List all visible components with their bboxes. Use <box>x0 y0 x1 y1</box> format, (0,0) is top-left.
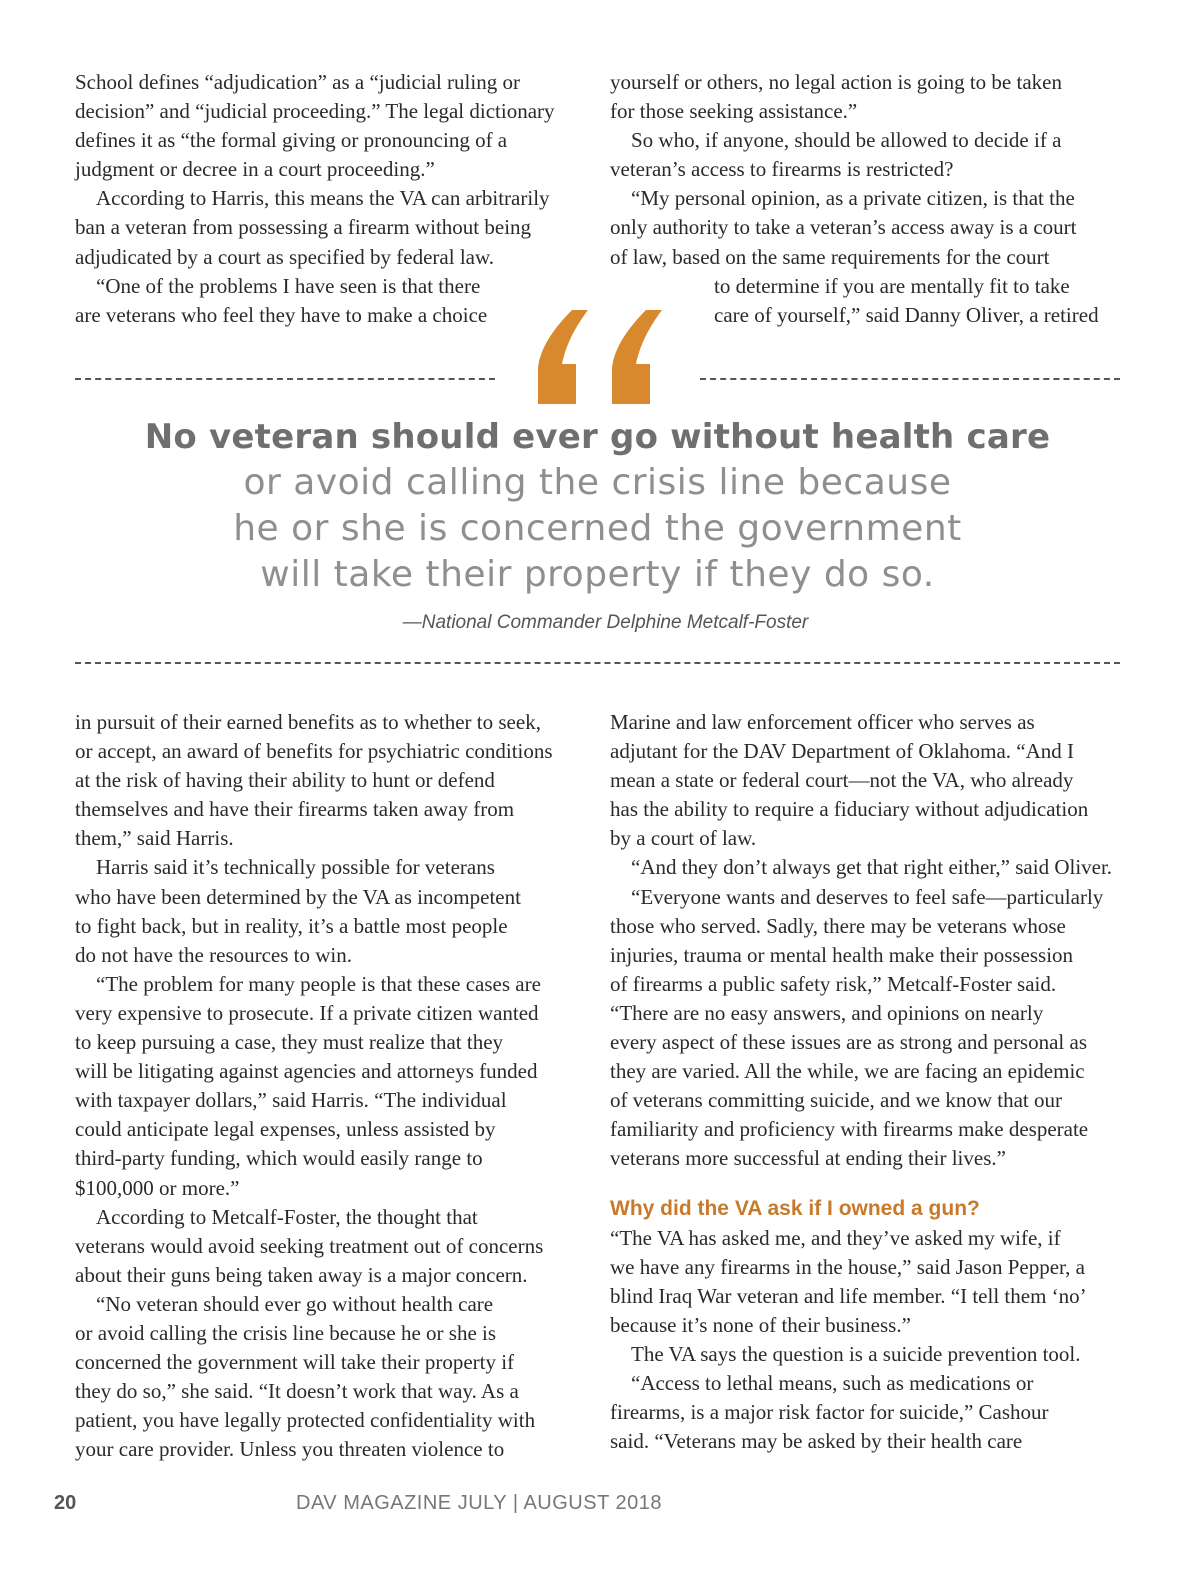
text-line: “And they don’t always get that right either,” said Oliver. <box>631 855 1113 880</box>
text-line: them,” said Harris. <box>75 826 234 851</box>
text-line: concerned the government will take their property if <box>75 1350 515 1375</box>
text-line: they do so,” she said. “It doesn’t work that way. As a <box>75 1379 519 1404</box>
text-line: to fight back, but in reality, it’s a battle most people <box>75 913 508 938</box>
text-line: because it’s none of their business.” <box>610 1312 911 1337</box>
top-right-column <box>610 68 1125 330</box>
text-line: at the risk of having their ability to hunt or defend <box>75 768 495 793</box>
text-line: adjutant for the DAV Department of Oklahoma. “And I <box>610 739 1075 764</box>
top-left-column <box>75 68 590 330</box>
text-line: will be litigating against agencies and attorneys funded <box>75 1059 538 1084</box>
text-line: has the ability to require a fiduciary without adjudication <box>610 797 1089 822</box>
text-line: of law, based on the same requirements for the court <box>610 244 1050 269</box>
text-line: “The problem for many people is that these cases are <box>96 971 541 996</box>
text-line: So who, if anyone, should be allowed to decide if a <box>631 128 1062 153</box>
text-line: familiarity and proficiency with firearms make desperate <box>610 1117 1089 1142</box>
text-line: “No veteran should ever go without health care <box>96 1291 494 1316</box>
text-line: veterans more successful at ending their lives.” <box>610 1146 1006 1171</box>
text-line: said. “Veterans may be asked by their health care <box>610 1429 1023 1454</box>
text-line: defines it as “the formal giving or pronouncing of a <box>75 128 508 153</box>
text-line: in pursuit of their earned benefits as to whether to seek, <box>75 710 541 734</box>
text-line: $100,000 or more.” <box>75 1175 240 1200</box>
text-line: by a court of law. <box>610 826 757 851</box>
pull-quote-attribution: —National Commander Delphine Metcalf-Foster <box>402 612 809 633</box>
text-line: “One of the problems I have seen is that there <box>96 273 481 298</box>
text-line: Harris said it’s technically possible for veterans <box>96 855 495 880</box>
page-number: 20 <box>54 1492 77 1514</box>
text-line: to determine if you are mentally fit to take <box>714 273 1070 298</box>
text-line: The VA says the question is a suicide prevention tool. <box>631 1341 1081 1366</box>
pull-quote-headline: No veteran should ever go without health care <box>144 417 1051 457</box>
text-line: firearms, is a major risk factor for suicide,” Cashour <box>610 1400 1049 1425</box>
text-line: themselves and have their firearms taken away from <box>75 797 515 822</box>
text-line: very expensive to prosecute. If a private citizen wanted <box>75 1000 539 1025</box>
text-line: According to Harris, this means the VA can arbitrarily <box>96 186 550 211</box>
text-line: “There are no easy answers, and opinions on nearly <box>610 1000 1044 1025</box>
text-line: “Everyone wants and deserves to feel safe—particularly <box>631 884 1104 909</box>
text-line: every aspect of these issues are as strong and personal as <box>610 1030 1088 1055</box>
bottom-right-column <box>610 708 1125 1456</box>
text-line: mean a state or federal court—not the VA, who already <box>610 768 1074 793</box>
text-line: are veterans who feel they have to make a choice <box>75 302 488 327</box>
text-line: about their guns being taken away is a major concern. <box>75 1262 528 1287</box>
quotation-mark-icon <box>528 300 668 410</box>
pull-quote-line: or avoid calling the crisis line because <box>243 462 952 503</box>
pull-quote-line: will take their property if they do so. <box>260 554 935 595</box>
text-line: do not have the resources to win. <box>75 942 353 967</box>
text-line: third-party funding, which would easily range to <box>75 1146 483 1171</box>
text-line: of veterans committing suicide, and we know that our <box>610 1088 1062 1113</box>
text-line: blind Iraq War veteran and life member. “I tell them ‘no’ <box>610 1283 1087 1308</box>
text-line: injuries, trauma or mental health make their possession <box>610 942 1074 967</box>
text-line: Marine and law enforcement officer who serves as <box>610 710 1035 734</box>
dashed-rule <box>75 662 1120 664</box>
bottom-left-column <box>75 708 590 1464</box>
text-line: with taxpayer dollars,” said Harris. “The individual <box>75 1088 507 1113</box>
text-line: who have been determined by the VA as incompetent <box>75 884 521 909</box>
text-line: or accept, an award of benefits for psychiatric conditions <box>75 739 553 764</box>
text-line: of firearms a public safety risk,” Metcalf-Foster said. <box>610 971 1057 996</box>
text-line: “My personal opinion, as a private citizen, is that the <box>631 186 1075 211</box>
text-line: those who served. Sadly, there may be veterans whose <box>610 913 1066 938</box>
text-line: only authority to take a veteran’s access away is a court <box>610 215 1077 240</box>
text-line: judgment or decree in a court proceeding.” <box>75 157 435 182</box>
text-line: veterans would avoid seeking treatment out of concerns <box>75 1233 544 1258</box>
dashed-rule <box>75 378 495 380</box>
text-line: for those seeking assistance.” <box>610 99 858 124</box>
pull-quote-line: he or she is concerned the government <box>233 508 962 549</box>
text-line: patient, you have legally protected confidentiality with <box>75 1408 536 1433</box>
pull-quote <box>75 414 1120 634</box>
text-line: According to Metcalf-Foster, the thought that <box>96 1204 478 1229</box>
text-line: we have any firearms in the house,” said Jason Pepper, a <box>610 1254 1086 1279</box>
text-line: care of yourself,” said Danny Oliver, a retired <box>714 302 1099 327</box>
text-line: “The VA has asked me, and they’ve asked my wife, if <box>610 1225 1061 1250</box>
text-line: or avoid calling the crisis line because he or she is <box>75 1320 497 1345</box>
wrapped-text-around-quote <box>610 272 1125 330</box>
text-line: yourself or others, no legal action is going to be taken <box>610 70 1062 94</box>
text-line: to keep pursuing a case, they must realize that they <box>75 1030 504 1055</box>
text-line: ban a veteran from possessing a firearm without being <box>75 215 532 240</box>
dashed-rule <box>700 378 1120 380</box>
text-line: “Access to lethal means, such as medications or <box>631 1371 1034 1396</box>
text-line: your care provider. Unless you threaten violence to <box>75 1437 505 1462</box>
text-line: adjudicated by a court as specified by federal law. <box>75 244 495 269</box>
text-line: they are varied. All the while, we are facing an epidemic <box>610 1059 1085 1084</box>
text-line: School defines “adjudication” as a “judicial ruling or <box>75 70 520 94</box>
magazine-issue: DAV MAGAZINE JULY | AUGUST 2018 <box>296 1492 662 1514</box>
text-line: veteran’s access to firearms is restricted? <box>610 157 954 182</box>
text-line: could anticipate legal expenses, unless assisted by <box>75 1117 496 1142</box>
text-line: decision” and “judicial proceeding.” The legal dictionary <box>75 99 555 124</box>
section-subheading: Why did the VA ask if I owned a gun? <box>610 1196 980 1220</box>
